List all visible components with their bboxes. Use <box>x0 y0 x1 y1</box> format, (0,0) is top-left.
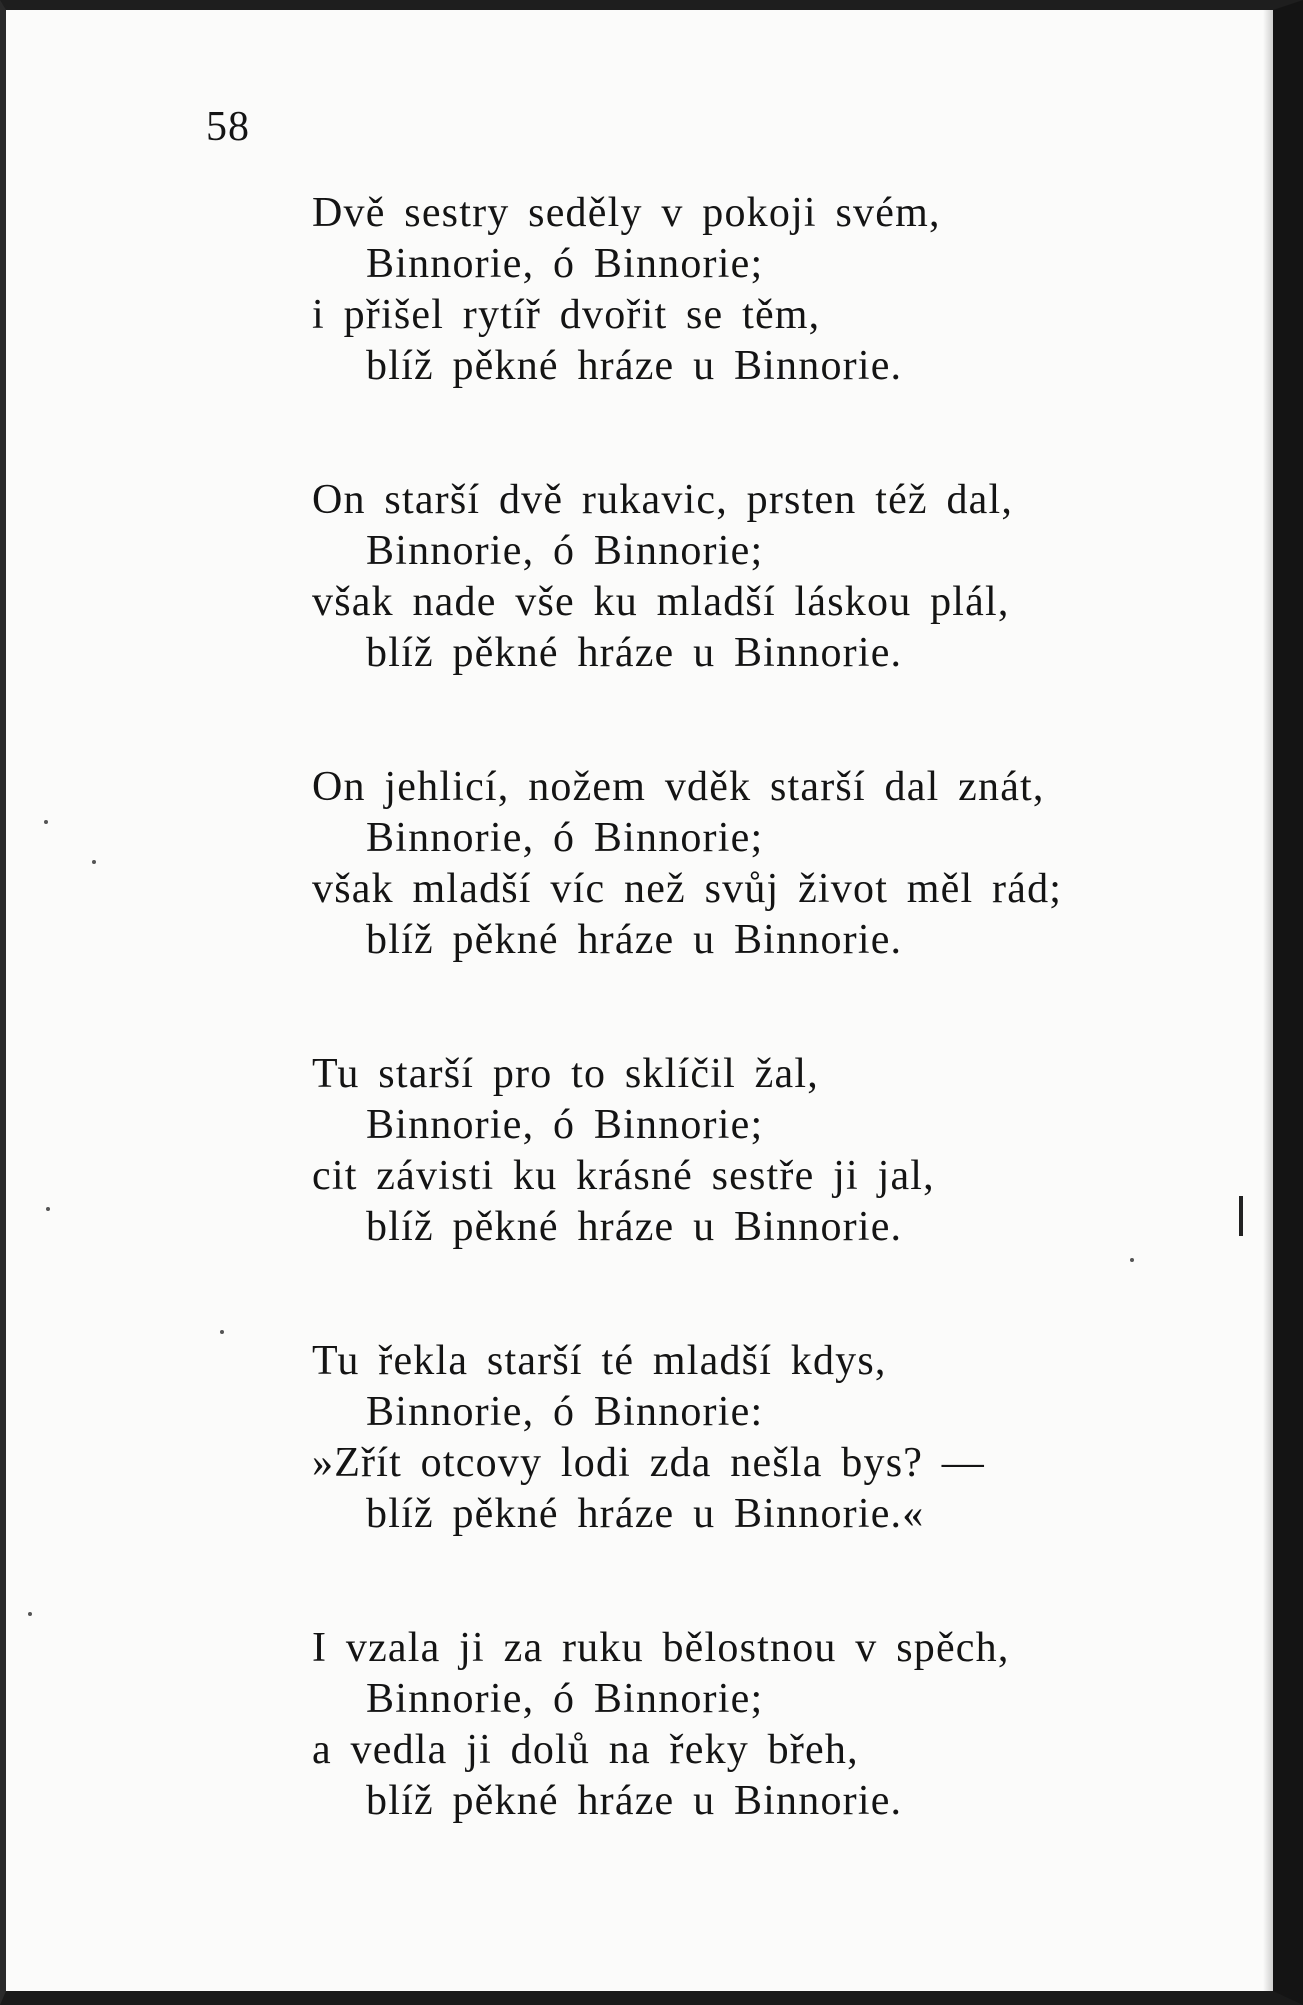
poem-line: však mladší víc než svůj život měl rád; <box>312 866 1063 912</box>
poem-refrain-line: blíž pěkné hráze u Binnorie.« <box>366 1491 925 1537</box>
scan-speck <box>28 1612 32 1616</box>
poem-refrain-line: blíž pěkné hráze u Binnorie. <box>366 917 903 963</box>
poem-line: I vzala ji za ruku bělostnou v spěch, <box>312 1625 1010 1671</box>
poem-refrain-line: Binnorie, ó Binnorie; <box>366 815 764 861</box>
stanza <box>312 475 1212 679</box>
poem <box>312 188 1212 1910</box>
poem-refrain-line: Binnorie, ó Binnorie; <box>366 241 764 287</box>
poem-refrain-line: blíž pěkné hráze u Binnorie. <box>366 1778 903 1824</box>
poem-line: však nade vše ku mladší láskou plál, <box>312 579 1010 625</box>
poem-refrain-line: blíž pěkné hráze u Binnorie. <box>366 343 903 389</box>
poem-refrain-line: blíž pěkné hráze u Binnorie. <box>366 1204 903 1250</box>
poem-line: Dvě sestry seděly v pokoji svém, <box>312 190 941 236</box>
scan-edge-mark <box>1239 1196 1243 1236</box>
stanza <box>312 762 1212 966</box>
poem-line: »Zřít otcovy lodi zda nešla bys? — <box>312 1440 985 1486</box>
poem-line: On starší dvě rukavic, prsten též dal, <box>312 477 1014 523</box>
poem-refrain-line: Binnorie, ó Binnorie; <box>366 528 764 574</box>
poem-line: On jehlicí, nožem vděk starší dal znát, <box>312 764 1045 810</box>
page-gutter-shadow <box>1263 10 1273 1991</box>
poem-refrain-line: Binnorie, ó Binnorie; <box>366 1102 764 1148</box>
poem-line: Tu řekla starší té mladší kdys, <box>312 1338 887 1384</box>
stanza <box>312 1049 1212 1253</box>
scan-speck <box>46 1207 50 1211</box>
stanza <box>312 1623 1212 1827</box>
page-number: 58 <box>206 104 250 150</box>
poem-refrain-line: Binnorie, ó Binnorie: <box>366 1389 764 1435</box>
stanza <box>312 188 1212 392</box>
scan-speck <box>44 820 48 824</box>
poem-line: a vedla ji dolů na řeky břeh, <box>312 1727 859 1773</box>
scan-speck <box>220 1330 224 1334</box>
poem-line: Tu starší pro to sklíčil žal, <box>312 1051 819 1097</box>
stanza <box>312 1336 1212 1540</box>
poem-line: i přišel rytíř dvořit se těm, <box>312 292 821 338</box>
poem-line: cit závisti ku krásné sestře ji jal, <box>312 1153 935 1199</box>
poem-refrain-line: Binnorie, ó Binnorie; <box>366 1676 764 1722</box>
poem-refrain-line: blíž pěkné hráze u Binnorie. <box>366 630 903 676</box>
scan-speck <box>1130 1258 1134 1262</box>
scan-speck <box>92 860 96 864</box>
